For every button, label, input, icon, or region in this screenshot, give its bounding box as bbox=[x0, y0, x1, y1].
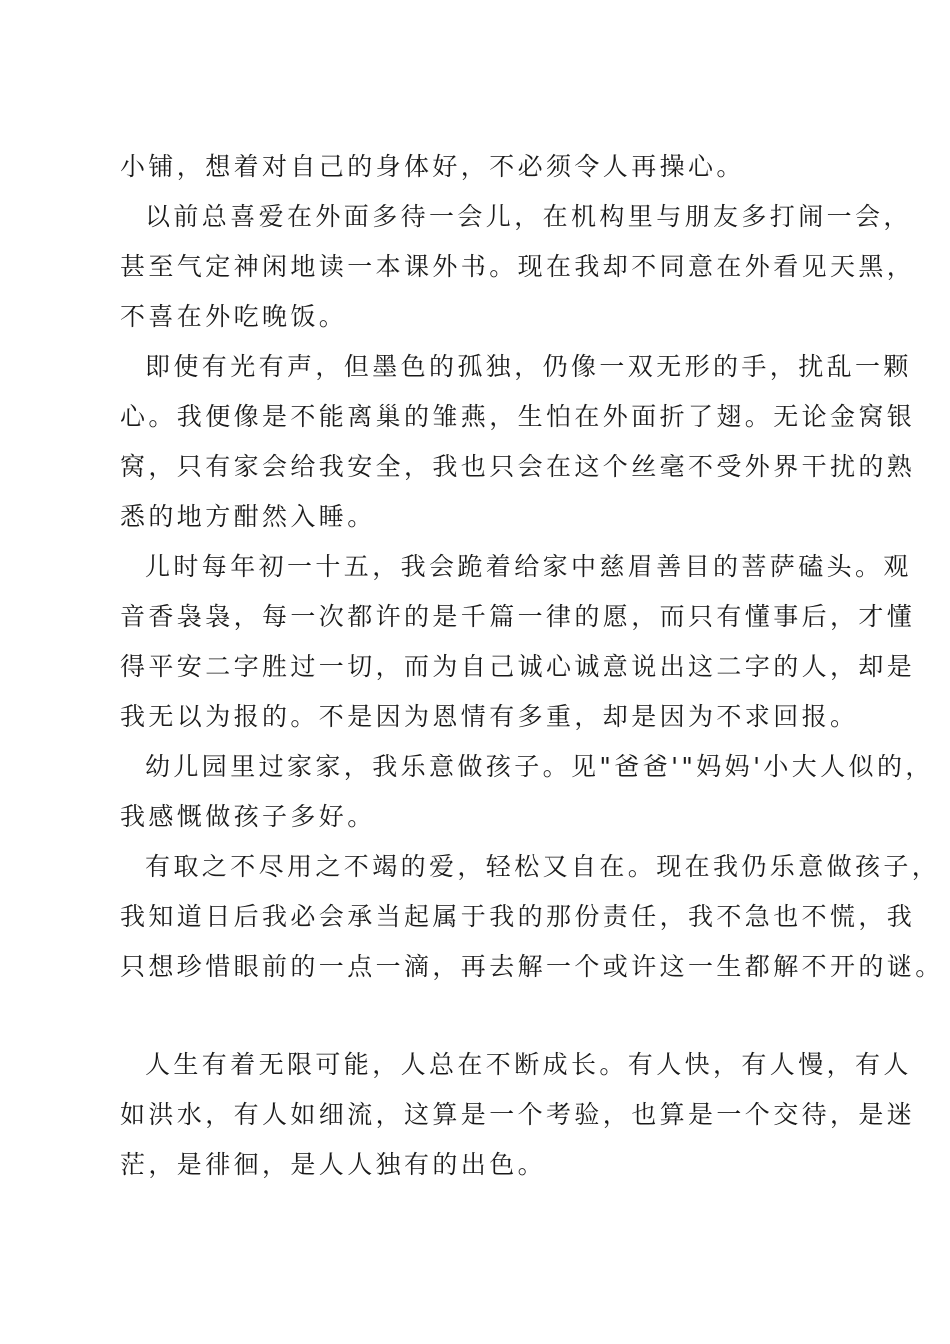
text-line: 音香袅袅，每一次都许的是千篇一律的愿，而只有懂事后，才懂 bbox=[120, 602, 916, 631]
text-line: 幼儿园里过家家，我乐意做孩子。见"爸爸'"妈妈'小大人似的， bbox=[145, 752, 934, 781]
text-line: 我知道日后我必会承当起属于我的那份责任，我不急也不慌，我 bbox=[120, 902, 916, 931]
text-line: 我无以为报的。不是因为恩情有多重，却是因为不求回报。 bbox=[120, 702, 859, 731]
text-line: 我感慨做孩子多好。 bbox=[120, 802, 376, 831]
text-line: 儿时每年初一十五，我会跪着给家中慈眉善目的菩萨磕头。观 bbox=[145, 552, 912, 581]
text-line: 悉的地方酣然入睡。 bbox=[120, 502, 376, 531]
text-line: 只想珍惜眼前的一点一滴，再去解一个或许这一生都解不开的谜。 bbox=[120, 952, 944, 981]
text-line: 小铺，想着对自己的身体好，不必须令人再操心。 bbox=[120, 152, 745, 181]
text-line: 甚至气定神闲地读一本课外书。现在我却不同意在外看见天黑， bbox=[120, 252, 916, 281]
text-line: 心。我便像是不能离巢的雏燕，生怕在外面折了翅。无论金窝银 bbox=[120, 402, 916, 431]
text-line: 人生有着无限可能，人总在不断成长。有人快，有人慢，有人 bbox=[145, 1050, 912, 1079]
text-line: 有取之不尽用之不竭的爱，轻松又自在。现在我仍乐意做孩子， bbox=[145, 852, 941, 881]
text-line: 窝，只有家会给我安全，我也只会在这个丝毫不受外界干扰的熟 bbox=[120, 452, 916, 481]
text-line: 以前总喜爱在外面多待一会儿，在机构里与朋友多打闹一会， bbox=[145, 202, 912, 231]
text-line: 即使有光有声，但墨色的孤独，仍像一双无形的手，扰乱一颗 bbox=[145, 352, 912, 381]
text-line: 茫，是徘徊，是人人独有的出色。 bbox=[120, 1150, 547, 1179]
text-line: 不喜在外吃晚饭。 bbox=[120, 302, 348, 331]
text-line: 得平安二字胜过一切，而为自己诚心诚意说出这二字的人，却是 bbox=[120, 652, 916, 681]
text-line: 如洪水，有人如细流，这算是一个考验，也算是一个交待，是迷 bbox=[120, 1100, 916, 1129]
